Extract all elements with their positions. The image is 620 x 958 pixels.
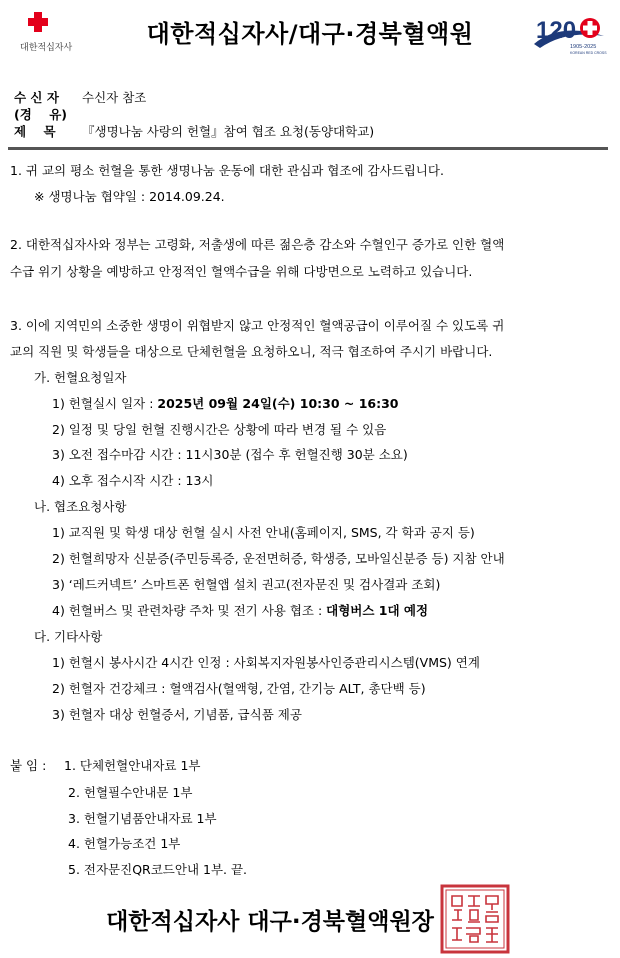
subject-value: 『생명나눔 사랑의 헌혈』참여 협조 요청(동양대학교) [82, 124, 375, 139]
via-label: (경 유) [14, 107, 67, 122]
official-seal-icon [440, 884, 510, 954]
morning-deadline-item: 3) 오전 접수마감 시간 : 11시30분 (접수 후 헌혈진행 30분 소요) [52, 447, 408, 462]
health-check-item: 2) 헌혈자 건강체크 : 혈액검사(혈액형, 간염, 간기능 ALT, 총단백 등) [52, 681, 426, 696]
schedule-change-item: 2) 일정 및 당일 헌혈 진행시간은 상황에 따라 변경 될 수 있음 [52, 422, 387, 437]
paragraph-2-line-1: 2. 대한적십자사와 정부는 고령화, 저출생에 따른 젊은층 감소와 수혈인구 증가로 인한 혈액 [10, 237, 505, 252]
attachments-label: 붙 임 : [10, 758, 47, 773]
volunteer-hours-item: 1) 헌혈시 봉사시간 4시간 인정 : 사회복지자원봉사인증관리시스템(VMS) 연계 [52, 655, 480, 670]
gifts-item: 3) 헌혈자 대상 헌혈증서, 기념품, 급식품 제공 [52, 707, 302, 722]
recipient-label: 수 신 자 [14, 90, 59, 105]
paragraph-3-line-2: 교의 직원 및 학생들을 대상으로 단체헌혈을 요청하오니, 적극 협조하여 주시기 바랍니다. [10, 344, 493, 359]
anniversary-years: 1905-2025 [570, 44, 597, 50]
bus-parking-value: 대형버스 1대 예정 [326, 603, 429, 618]
id-card-item: 2) 헌혈희망자 신분증(주민등록증, 운전면허증, 학생증, 모바일신분증 등) 지참 안내 [52, 551, 505, 566]
agreement-date-note: ※ 생명나눔 협약일 : 2014.09.24. [34, 189, 225, 204]
logo-text: 대한적십자사 [20, 43, 73, 53]
attachment-item: 5. 전자문진QR코드안내 1부. 끝. [68, 862, 248, 877]
signature-title: 대한적십자사 대구·경북혈액원장 [106, 909, 434, 935]
anniversary-tagline: KOREAN RED CROSS [570, 51, 607, 55]
donation-date-value: 2025년 09월 24일(수) 10:30 ~ 16:30 [157, 396, 399, 411]
section-c-heading: 다. 기타사항 [34, 629, 103, 644]
paragraph-1: 1. 귀 교의 평소 헌혈을 통한 생명나눔 운동에 대한 관심과 협조에 감사드립니다. [10, 163, 444, 178]
donation-date-item [52, 398, 399, 411]
section-a-heading: 가. 헌혈요청일자 [34, 370, 127, 385]
attachment-item: 2. 헌혈필수안내문 1부 [68, 785, 193, 800]
bus-parking-label: 4) 헌혈버스 및 관련차량 주차 및 전기 사용 협조 : [52, 603, 327, 618]
section-b-heading: 나. 협조요청사항 [34, 499, 127, 514]
document-header-title: 대한적십자사/대구·경북혈액원 [146, 20, 474, 48]
paragraph-3-line-1: 3. 이에 지역민의 소중한 생명이 위협받지 않고 안정적인 혈액공급이 이루어질 수 있도록 귀 [10, 318, 505, 333]
subject-label: 제 목 [14, 124, 56, 139]
attachment-item: 4. 헌혈가능조건 1부 [68, 836, 181, 851]
attachment-item: 1. 단체헌혈안내자료 1부 [64, 758, 201, 773]
afternoon-start-item: 4) 오후 접수시작 시간 : 13시 [52, 473, 214, 488]
app-install-item: 3) ‘레드커넥트’ 스마트폰 헌혈앱 설치 권고(전자문진 및 검사결과 조회) [52, 577, 441, 592]
donation-date-label: 1) 헌혈실시 일자 : [52, 396, 158, 411]
paragraph-2-line-2: 수급 위기 상황을 예방하고 안정적인 혈액수급을 위해 다방면으로 노력하고 있습니다. [10, 264, 473, 279]
anniversary-120-logo [530, 10, 608, 58]
recipient-value: 수신자 참조 [82, 90, 147, 105]
bus-parking-item [52, 605, 428, 618]
attachment-item: 3. 헌혈기념품안내자료 1부 [68, 811, 217, 826]
header-divider [8, 147, 608, 150]
anniversary-number: 120 [536, 17, 577, 44]
notice-item: 1) 교직원 및 학생 대상 헌혈 실시 사전 안내(홈페이지, SMS, 각 학과 공지 등) [52, 525, 475, 540]
